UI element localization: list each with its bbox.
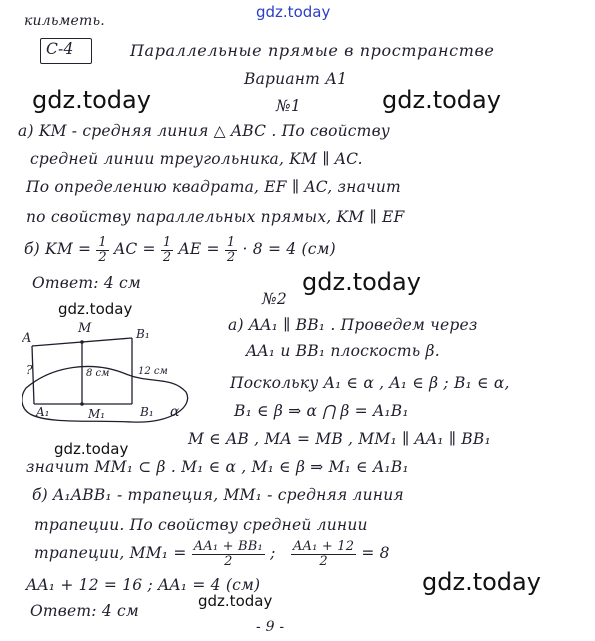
- fraction-denominator: 2: [226, 249, 236, 265]
- task1-line: а) KM - средняя линия △ ABC . По свойству: [18, 122, 390, 140]
- fraction-numerator: AA₁ + BB₁: [193, 539, 263, 554]
- formula-text: ;: [270, 544, 286, 563]
- watermark: gdz.today: [58, 300, 133, 318]
- task2-line: Поскольку A₁ ∈ α , A₁ ∈ β ; B₁ ∈ α,: [230, 374, 510, 392]
- fraction-numerator: 1: [162, 235, 172, 250]
- label-question: ?: [26, 363, 33, 377]
- label-m: M: [78, 321, 92, 336]
- formula-text: AE =: [178, 240, 220, 259]
- fraction-denominator: 2: [224, 553, 233, 569]
- cut-off-text: кильметь.: [24, 13, 105, 29]
- formula-text: · 8 = 4 (см): [242, 240, 336, 259]
- fraction-denominator: 2: [98, 249, 107, 265]
- watermark-top: gdz.today: [256, 3, 331, 21]
- point-m1: [80, 402, 84, 406]
- formula-text: AC =: [113, 240, 156, 259]
- fraction-denominator: 2: [319, 553, 328, 569]
- formula-text: = 8: [361, 544, 390, 563]
- task1-line: средней линии треугольника, KM ∥ AC.: [30, 150, 363, 168]
- fraction-numerator: 1: [98, 235, 107, 250]
- fraction: [161, 236, 173, 264]
- fraction-numerator: 1: [226, 235, 236, 250]
- task2-line: значит MM₁ ⊂ β . M₁ ∈ α , M₁ ∈ β ⇒ M₁ ∈ A₁B₁: [26, 458, 409, 476]
- task1-formula: [24, 236, 336, 264]
- watermark: gdz.today: [54, 440, 129, 458]
- fraction: [291, 540, 356, 568]
- task2-formula: [34, 540, 390, 568]
- formula-text: трапеции, MM₁ =: [34, 544, 187, 563]
- watermark: gdz.today: [422, 568, 541, 596]
- task2-line: б) A₁ABB₁ - трапеция, MM₁ - средняя линия: [32, 486, 404, 504]
- label-m1: M₁: [88, 407, 106, 421]
- fraction: [96, 236, 108, 264]
- task1-line: по свойству параллельных прямых, KM ∥ EF: [26, 208, 405, 226]
- watermark: gdz.today: [198, 592, 273, 610]
- variant-label: Вариант А1: [244, 70, 348, 88]
- watermark: gdz.today: [302, 268, 421, 296]
- label-a: A: [22, 331, 32, 346]
- label-length-8: 8 см: [86, 368, 110, 379]
- label-length-12: 12 см: [138, 366, 168, 377]
- page-title: Параллельные прямые в пространстве: [130, 41, 495, 60]
- task2-line: AA₁ + 12 = 16 ; AA₁ = 4 (см): [26, 576, 261, 594]
- task1-answer: Ответ: 4 см: [32, 274, 141, 292]
- task2-line: трапеции. По свойству средней линии: [34, 516, 368, 534]
- fraction-numerator: AA₁ + 12: [292, 539, 355, 554]
- task2-line: AA₁ и BB₁ плоскость β.: [246, 342, 440, 360]
- fraction: [192, 540, 265, 568]
- task2-answer: Ответ: 4 см: [30, 602, 139, 620]
- task2-number: №2: [262, 290, 287, 308]
- watermark: gdz.today: [32, 86, 151, 114]
- section-label: С-4: [46, 40, 74, 58]
- label-b1: B₁: [140, 405, 154, 419]
- label-b1-top: B₁: [136, 327, 150, 341]
- trapezoid-diagram: [22, 318, 192, 428]
- task2-line: а) AA₁ ∥ BB₁ . Проведем через: [228, 316, 478, 334]
- label-a1: A₁: [36, 405, 50, 419]
- fraction: [225, 236, 237, 264]
- formula-text: б) KM =: [24, 240, 92, 259]
- page-number: - 9 -: [256, 619, 285, 635]
- watermark: gdz.today: [382, 86, 501, 114]
- task-number: №1: [276, 97, 301, 115]
- point-m: [80, 340, 84, 344]
- fraction-denominator: 2: [162, 249, 172, 265]
- label-alpha: α: [170, 404, 180, 420]
- task2-line: M ∈ AB , MA = MB , MM₁ ∥ AA₁ ∥ BB₁: [188, 430, 491, 448]
- task2-line: B₁ ∈ β ⇒ α ⋂ β = A₁B₁: [234, 402, 409, 420]
- task1-line: По определению квадрата, EF ∥ AC, значит: [26, 178, 401, 196]
